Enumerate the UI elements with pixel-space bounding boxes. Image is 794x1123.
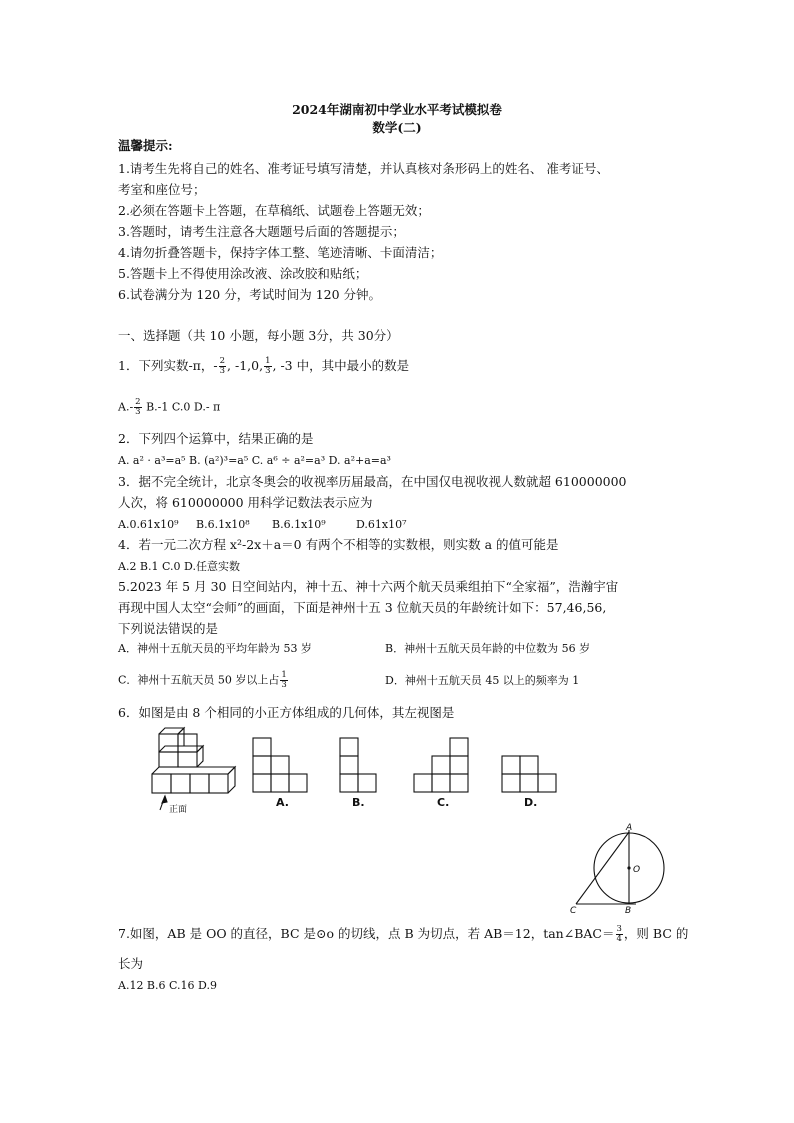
question-5-line2: 再现中国人太空“会师”的画面，下面是神州十五 3 位航天员的年龄统计如下：57,46,56,	[118, 600, 607, 615]
option-b-label: B.	[352, 796, 365, 809]
point-label: A	[626, 823, 633, 833]
tip-line: 考室和座位号；	[118, 182, 206, 197]
q1-text: , -3 中，其中最小的数是	[272, 358, 410, 373]
q1-fraction	[264, 357, 271, 376]
question-4-options: A.2 B.1 C.0 D.任意实数	[118, 560, 240, 573]
question-7-stem	[118, 925, 688, 944]
frac-numerator: 2	[135, 397, 141, 407]
center-point	[627, 866, 630, 869]
q1-text: , -1,0,	[227, 358, 264, 373]
q1-text: 1．下列实数-π，-	[118, 358, 218, 373]
option-d-label: D.	[524, 796, 538, 809]
question-7-diagram	[560, 820, 680, 915]
frac-denominator: 3	[281, 680, 287, 690]
exam-title: 2024年湖南初中学业水平考试模拟卷	[292, 102, 502, 117]
q1-fraction	[219, 357, 226, 376]
option-a-figure	[253, 738, 307, 792]
q1-options-rest: B.-1 C.0 D.- π	[146, 400, 221, 414]
segment-ac	[576, 832, 629, 904]
option-d-figure	[502, 756, 556, 792]
tip-line: 1.请考生先将自己的姓名、准考证号填写清楚，并认真核对条形码上的姓名、 准考证号、	[118, 161, 609, 176]
tips-heading: 温馨提示:	[118, 138, 173, 153]
section-heading: 一、选择题（共 10 小题，每小题 3分，共 30分）	[118, 328, 399, 343]
frac-numerator: 3	[616, 924, 622, 934]
question-4-stem: 4．若一元二次方程 x²-2x＋a＝0 有两个不相等的实数根，则实数 a 的值可能是	[118, 537, 559, 552]
option-c-figure	[414, 738, 468, 792]
q1-option-a: A.-	[118, 400, 134, 414]
question-7-options: A.12 B.6 C.16 D.9	[118, 979, 217, 992]
point-label: O	[633, 865, 641, 875]
option-a-label: A.	[276, 796, 289, 809]
tip-line: 6.试卷满分为 120 分，考试时间为 120 分钟。	[118, 287, 382, 302]
q5-option-c-text: C．神州十五航天员 50 岁以上占	[118, 673, 280, 687]
frac-numerator: 2	[219, 356, 226, 366]
point-label: B	[625, 906, 632, 915]
question-3-line2: 人次，将 610000000 用科学记数法表示应为	[118, 495, 373, 510]
question-7-line2: 长为	[118, 956, 144, 971]
question-6-figures	[140, 722, 570, 822]
tip-line: 3.答题时，请考生注意各大题题号后面的答题提示；	[118, 224, 405, 239]
question-1-options	[118, 398, 220, 417]
solid-figure	[152, 728, 235, 810]
question-3-line1: 3．据不完全统计，北京冬奥会的收视率历届最高，在中国仅电视收视人数就超 610000000	[118, 474, 627, 489]
option-b-figure	[340, 738, 376, 792]
question-3-option-a: A.0.61x10⁹	[118, 518, 179, 531]
question-5-option-c	[118, 671, 289, 690]
question-5-option-a: A．神州十五航天员的平均年龄为 53 岁	[118, 642, 312, 655]
q7-text: ，则 BC 的	[623, 926, 689, 941]
frac-denominator: 3	[135, 407, 141, 417]
question-3-option-c: B.6.1x10⁹	[272, 518, 326, 531]
q1-option-fraction	[134, 398, 141, 417]
frac-denominator: 3	[219, 366, 226, 376]
frac-numerator: 1	[265, 356, 271, 366]
question-2-options: A. a² · a³=a⁵ B. (a²)³=a⁵ C. a⁶ ÷ a²=a³ D. a²+a=a³	[118, 454, 391, 467]
frac-numerator: 1	[281, 670, 287, 680]
tip-line: 5.答题卡上不得使用涂改液、涂改胶和贴纸；	[118, 266, 368, 281]
question-3-option-b: B.6.1x10⁸	[196, 518, 250, 531]
tip-line: 2.必须在答题卡上答题，在草稿纸、试题卷上答题无效；	[118, 203, 430, 218]
front-label: 正面	[169, 805, 188, 815]
question-2-stem: 2．下列四个运算中，结果正确的是	[118, 431, 314, 446]
option-c-label: C.	[437, 796, 450, 809]
point-label: C	[570, 906, 577, 915]
question-5-line3: 下列说法错误的是	[118, 621, 219, 636]
tip-line: 4.请勿折叠答题卡，保持字体工整、笔迹清晰、卡面清洁；	[118, 245, 443, 260]
question-6-stem: 6．如图是由 8 个相同的小正方体组成的几何体，其左视图是	[118, 705, 455, 720]
frac-denominator: 3	[265, 366, 271, 376]
exam-subtitle: 数学(二)	[372, 120, 422, 135]
frac-denominator: 4	[616, 934, 622, 944]
question-5-option-d: D．神州十五航天员 45 以上的频率为 1	[385, 674, 580, 687]
question-1-stem	[118, 357, 409, 376]
question-5-option-b: B．神州十五航天员年龄的中位数为 56 岁	[385, 642, 591, 655]
question-3-option-d: D.61x10⁷	[356, 518, 407, 531]
question-5-line1: 5.2023 年 5 月 30 日空间站内，神十五、神十六两个航天员乘组拍下“全家福”，浩瀚宇宙	[118, 579, 619, 594]
q7-text: 7.如图，AB 是 OO 的直径，BC 是⊙o 的切线，点 B 为切点，若 AB＝12，tan∠BAC＝	[118, 926, 615, 941]
q7-fraction	[616, 925, 623, 944]
q5-option-c-fraction	[280, 671, 287, 690]
